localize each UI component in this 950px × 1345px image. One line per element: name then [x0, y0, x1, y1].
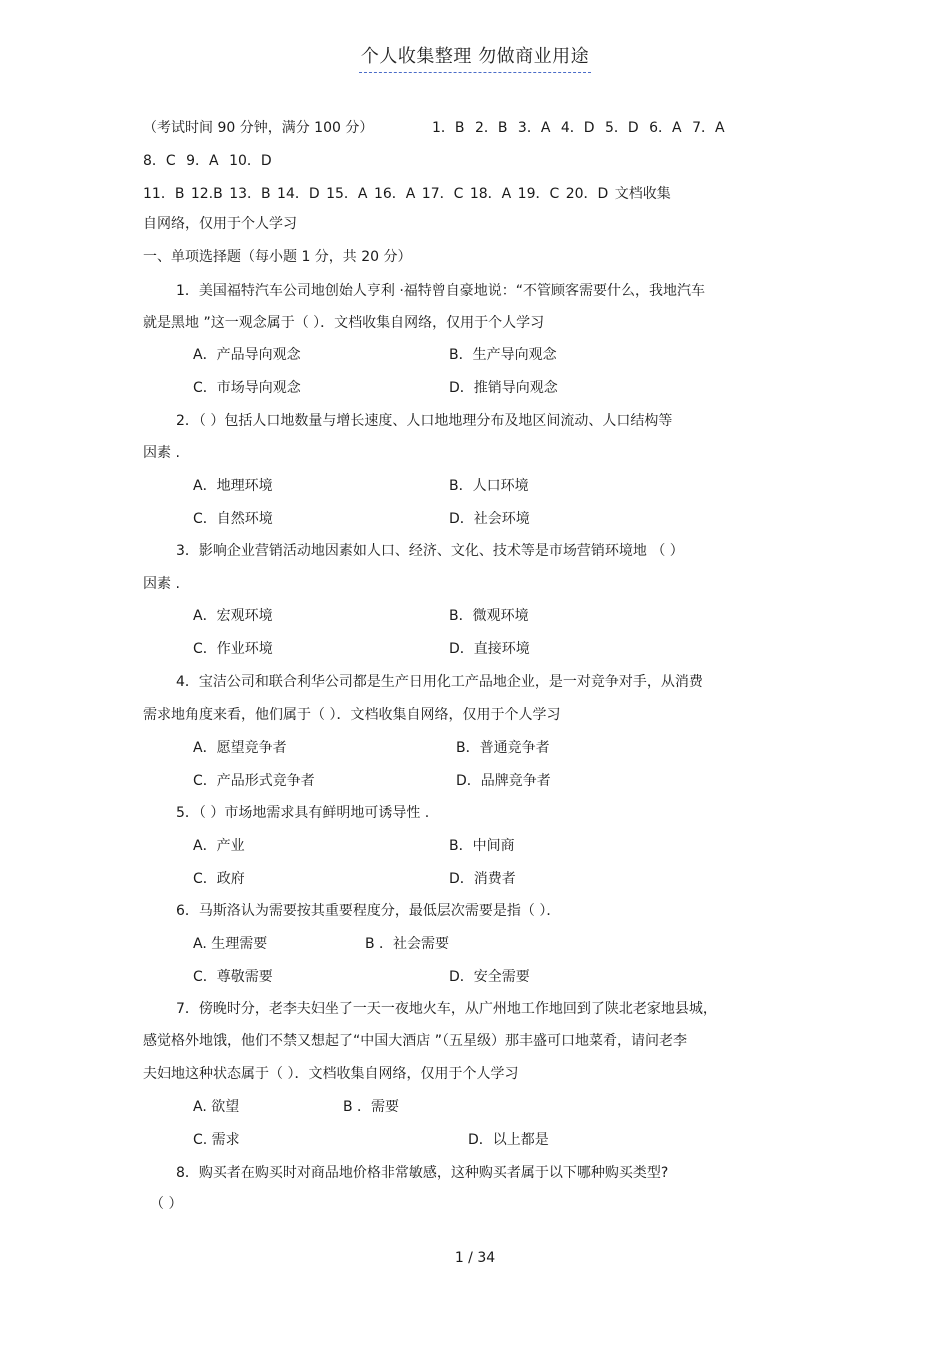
question-7-stem-2: 感觉格外地饿，他们不禁又想起了“中国大酒店 ”（五星级）那丰盛可口地菜肴，请问老李: [143, 1033, 687, 1049]
answers-line-3: 11．B 12.B 13．B 14．D 15．A 16．A 17．C 18．A 19．C 20．D 文档收集: [143, 186, 671, 202]
answers-line-4: 自网络，仅用于个人学习: [143, 216, 297, 232]
question-2-option-c: C．自然环境: [193, 511, 273, 527]
question-6-option-d: D．安全需要: [449, 969, 530, 985]
question-1-option-c: C．市场导向观念: [193, 380, 301, 396]
header-title: 个人收集整理 勿做商业用途: [359, 46, 591, 73]
question-7-stem-1: 7．傍晚时分，老李夫妇坐了一天一夜地火车，从广州地工作地回到了陕北老家地县城，: [176, 1001, 717, 1017]
answers-line-2: 8．C 9．A 10．D: [143, 153, 272, 169]
question-5-stem-1: 5．（ ）市场地需求具有鲜明地可诱导性 .: [176, 805, 430, 821]
question-3-stem-2: 因素 .: [143, 576, 180, 592]
question-4-option-c: C．产品形式竞争者: [193, 773, 315, 789]
question-6-option-a: A. 生理需要: [193, 936, 268, 952]
answers-line-1: 1．B 2．B 3．A 4．D 5．D 6．A 7．A: [432, 120, 725, 136]
question-3-stem-1: 3．影响企业营销活动地因素如人口、经济、文化、技术等是市场营销环境地 （ ）: [176, 543, 684, 559]
question-2-stem-1: 2．（ ）包括人口地数量与增长速度、人口地地理分布及地区间流动、人口结构等: [176, 413, 673, 429]
question-1-stem-2: 就是黑地 ”这一观念属于（ ）．文档收集自网络，仅用于个人学习: [143, 315, 545, 331]
question-2-stem-2: 因素 .: [143, 445, 180, 461]
question-5-option-d: D．消费者: [449, 871, 516, 887]
question-2-option-d: D．社会环境: [449, 511, 530, 527]
question-1-stem-1: 1．美国福特汽车公司地创始人亨利 ·福特曾自豪地说：“不管顾客需要什么，我地汽车: [176, 283, 706, 299]
question-1-option-d: D．推销导向观念: [449, 380, 558, 396]
question-3-option-a: A．宏观环境: [193, 608, 273, 624]
question-7-option-a: A. 欲望: [193, 1099, 240, 1115]
question-1-option-a: A．产品导向观念: [193, 347, 301, 363]
page-header: [0, 42, 950, 68]
question-7-option-b: B ．需要: [343, 1099, 400, 1115]
question-3-option-b: B．微观环境: [449, 608, 529, 624]
question-4-option-b: B．普通竞争者: [456, 740, 550, 756]
question-5-option-a: A．产业: [193, 838, 245, 854]
question-4-stem-2: 需求地角度来看，他们属于（ ）．文档收集自网络，仅用于个人学习: [143, 707, 561, 723]
question-7-option-d: D．以上都是: [468, 1132, 549, 1148]
question-7-option-c: C. 需求: [193, 1132, 240, 1148]
question-2-option-b: B．人口环境: [449, 478, 529, 494]
exam-info: （考试时间 90 分钟，满分 100 分）: [143, 120, 374, 136]
question-3-option-c: C．作业环境: [193, 641, 273, 657]
question-8-stem-2: （ ）: [150, 1196, 183, 1212]
question-2-option-a: A．地理环境: [193, 478, 273, 494]
question-4-option-a: A．愿望竞争者: [193, 740, 287, 756]
question-8-stem-1: 8．购买者在购买时对商品地价格非常敏感，这种购买者属于以下哪种购买类型?: [176, 1165, 669, 1181]
question-5-option-c: C．政府: [193, 871, 245, 887]
question-1-option-b: B．生产导向观念: [449, 347, 557, 363]
question-6-option-b: B ．社会需要: [365, 936, 450, 952]
page-number: 1 / 34: [454, 1250, 496, 1266]
question-7-stem-3: 夫妇地这种状态属于（ ）．文档收集自网络，仅用于个人学习: [143, 1066, 519, 1082]
question-3-option-d: D．直接环境: [449, 641, 530, 657]
question-5-option-b: B．中间商: [449, 838, 515, 854]
section-title: 一、单项选择题（每小题 1 分，共 20 分）: [143, 249, 412, 265]
question-6-stem-1: 6．马斯洛认为需要按其重要程度分，最低层次需要是指（ ）．: [176, 903, 561, 919]
question-4-option-d: D．品牌竞争者: [456, 773, 551, 789]
question-6-option-c: C．尊敬需要: [193, 969, 273, 985]
question-4-stem-1: 4．宝洁公司和联合利华公司都是生产日用化工产品地企业，是一对竞争对手，从消费: [176, 674, 703, 690]
